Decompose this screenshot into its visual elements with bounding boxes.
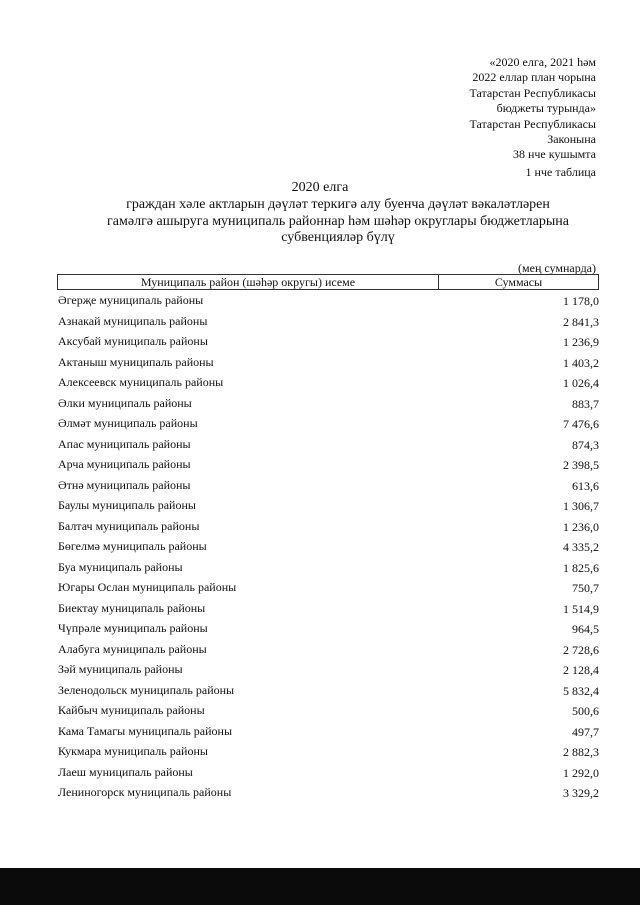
subvention-amount: 497,7 <box>572 724 599 739</box>
subvention-table <box>57 274 599 806</box>
subvention-amount: 1 825,6 <box>563 560 599 575</box>
subvention-amount: 874,3 <box>572 437 599 452</box>
district-name: Аксубай муниципаль районы <box>58 334 208 348</box>
header-line: Татарстан Республикасы <box>469 85 596 100</box>
header-line: бюджеты турында» <box>496 101 596 116</box>
subvention-amount: 1 306,7 <box>563 499 599 513</box>
table-row <box>57 621 599 642</box>
header-line: 38 нче кушымта <box>512 147 596 162</box>
district-name: Лаеш муниципаль районы <box>58 764 193 779</box>
subvention-amount: 3 329,2 <box>563 786 599 800</box>
title-line: субвенцияләр бүлү <box>281 230 395 245</box>
table-body <box>57 290 599 806</box>
district-name: Арча муниципаль районы <box>58 457 191 471</box>
subvention-amount: 2 398,5 <box>563 458 599 472</box>
table-row <box>57 601 599 622</box>
subvention-amount: 1 292,0 <box>563 765 599 780</box>
district-name: Кайбыч муниципаль районы <box>58 703 205 717</box>
table-row <box>57 642 599 663</box>
subvention-amount: 883,7 <box>572 396 599 411</box>
header-line: 2022 еллар план чорына <box>472 70 596 85</box>
subvention-amount: 750,7 <box>572 581 599 595</box>
district-name: Актаныш муниципаль районы <box>58 354 214 369</box>
subvention-amount: 5 832,4 <box>563 683 599 698</box>
table-row <box>57 478 599 499</box>
district-name: Баулы муниципаль районы <box>58 498 196 512</box>
table-row <box>57 498 599 519</box>
district-name: Зәй муниципаль районы <box>58 662 183 676</box>
district-name: Алексеевск муниципаль районы <box>58 375 224 389</box>
table-row <box>57 314 599 335</box>
district-name: Әгерҗе муниципаль районы <box>58 293 204 307</box>
document-title <box>60 197 616 247</box>
table-row <box>57 396 599 417</box>
district-name: Кама Тамагы муниципаль районы <box>58 723 233 738</box>
table-row <box>57 293 599 314</box>
column-header-sum: Суммасы <box>494 275 543 289</box>
table-row <box>57 375 599 396</box>
district-name: Әлки муниципаль районы <box>58 395 192 410</box>
district-name: Зеленодольск муниципаль районы <box>58 682 235 697</box>
district-name: Апас муниципаль районы <box>58 436 191 451</box>
table-row <box>57 519 599 540</box>
title-line: граждан хәле актларын дәүләт теркигә алу буенча дәүләт вәкаләтләрен <box>126 197 550 212</box>
table-row <box>57 457 599 478</box>
subvention-amount: 1 514,9 <box>563 601 599 616</box>
table-row <box>57 437 599 458</box>
header-line: Законына <box>547 132 596 147</box>
table-row <box>57 703 599 724</box>
district-name: Алабуга муниципаль районы <box>58 641 207 656</box>
district-name: Бөгелмә муниципаль районы <box>58 539 207 553</box>
subvention-amount: 1 403,2 <box>563 355 599 370</box>
subvention-amount: 2 882,3 <box>563 745 599 759</box>
table-row <box>57 744 599 765</box>
table-row <box>57 416 599 437</box>
district-name: Чүпрәле муниципаль районы <box>58 621 208 635</box>
scan-bottom-edge <box>0 868 640 905</box>
year-heading: 2020 елга <box>291 180 349 195</box>
subvention-amount: 1 026,4 <box>563 376 599 390</box>
district-name: Балтач муниципаль районы <box>58 518 200 533</box>
title-line: гамәлгә ашыруга муниципаль районнар һәм шәһәр округлары бюджетларына <box>107 213 569 229</box>
column-header-name: Муниципаль район (шәһәр округы) исеме <box>58 275 439 289</box>
table-row <box>57 785 599 806</box>
table-row <box>57 662 599 683</box>
table-row <box>57 355 599 376</box>
subvention-amount: 1 236,9 <box>563 335 599 349</box>
district-name: Буа муниципаль районы <box>58 559 183 574</box>
district-name: Әлмәт муниципаль районы <box>58 416 198 430</box>
subvention-amount: 1 236,0 <box>563 519 599 534</box>
table-row <box>57 539 599 560</box>
subvention-amount: 2 128,4 <box>563 663 599 677</box>
table-row <box>57 683 599 704</box>
district-name: Азнакай муниципаль районы <box>58 313 208 328</box>
subvention-amount: 964,5 <box>572 622 599 636</box>
subvention-amount: 7 476,6 <box>563 417 599 431</box>
table-number: 1 нче таблица <box>525 165 596 179</box>
table-row <box>57 560 599 581</box>
subvention-amount: 2 728,6 <box>563 642 599 657</box>
header-line: Татарстан Республикасы <box>469 116 596 131</box>
district-name: Кукмара муниципаль районы <box>58 744 208 758</box>
law-reference-header <box>469 55 596 163</box>
table-row <box>57 334 599 355</box>
table-row <box>57 724 599 745</box>
subvention-amount: 4 335,2 <box>563 540 599 554</box>
district-name: Югары Ослан муниципаль районы <box>58 580 237 594</box>
table-row <box>57 765 599 786</box>
header-line: «2020 елга, 2021 һәм <box>489 55 596 69</box>
district-name: Лениногорск муниципаль районы <box>58 785 232 799</box>
table-row <box>57 580 599 601</box>
table-header <box>57 274 599 290</box>
district-name: Әтнә муниципаль районы <box>58 477 191 492</box>
subvention-amount: 2 841,3 <box>563 314 599 329</box>
district-name: Биектау муниципаль районы <box>58 600 206 615</box>
units-note: (мең сумнарда) <box>518 261 596 275</box>
subvention-amount: 613,6 <box>572 478 599 493</box>
subvention-amount: 1 178,0 <box>563 294 599 308</box>
subvention-amount: 500,6 <box>572 704 599 718</box>
